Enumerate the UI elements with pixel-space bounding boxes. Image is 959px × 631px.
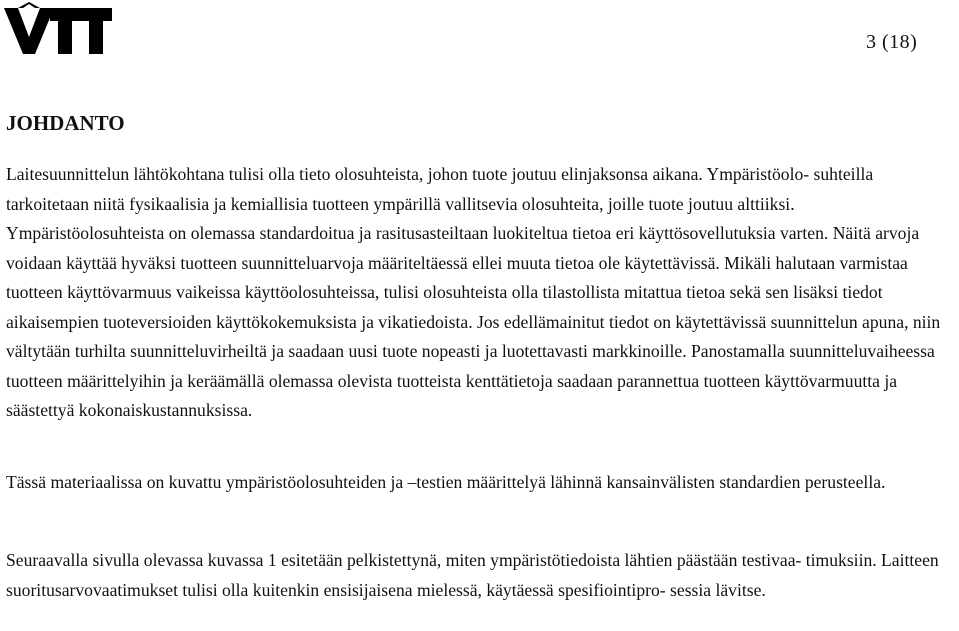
page-number: 3 (18) <box>866 31 918 53</box>
next-page-paragraph: Seuraavalla sivulla olevassa kuvassa 1 esitetään pelkistettynä, miten ympäristötiedoista lähtien päästään testivaa- timuksiin. Laitteen suoritusarvovaatimukset tulisi olla kuitenkin ensisijaisena mielessä, käytäessä spesifiointipro- sessia lävitse. <box>6 550 939 600</box>
intro-paragraph: Laitesuunnittelun lähtökohtana tulisi olla tieto olosuhteista, johon tuote joutuu elinjaksonsa aikana. Ympäristöolo- suhteilla tarkoitetaan niitä fysikaalisia ja kemiallisia tuotteen ympärillä vallitsevia olosuhteita, joille tuote joutuu alttiiksi. Ympäristöolosuhteista on olemassa standardoitua ja rasitusasteiltaan luokiteltua tietoa eri käyttösovellutuksia varten. Näitä arvoja voidaan käyttää hyväksi tuotteen suunnitteluarvoja määriteltäessä ellei muuta tietoa ole käytettävissä. Mikäli halutaan varmistaa tuotteen käyttövarmuus vaikeissa käyttöolosuhteissa, tulisi olosuhteista olla tilastollista mitattua tietoa sekä sen lisäksi tiedot aikaisempien tuoteversioiden käyttökokemuksista ja vikatiedoista. Jos edellämainitut tiedot on käytettävissä suunnittelun apuna, niin vältytään turhilta suunnitteluvirheiltä ja saadaan uusi tuote nopeasti ja luotettavasti markkinoille. Panostamalla suunnitteluvaiheessa tuotteen määrittelyihin ja keräämällä olemassa olevista tuotteista kenttätietoja saadaan parannettua tuotteen käyttövarmuutta ja säästettyä kokonaiskustannuksissa. <box>6 164 941 420</box>
section-heading: JOHDANTO <box>6 111 125 135</box>
scope-paragraph: Tässä materiaalissa on kuvattu ympäristöolosuhteiden ja –testien määrittelyä lähinnä kansainvälisten standardien perusteella. <box>6 472 886 492</box>
vtt-logo <box>4 2 112 54</box>
